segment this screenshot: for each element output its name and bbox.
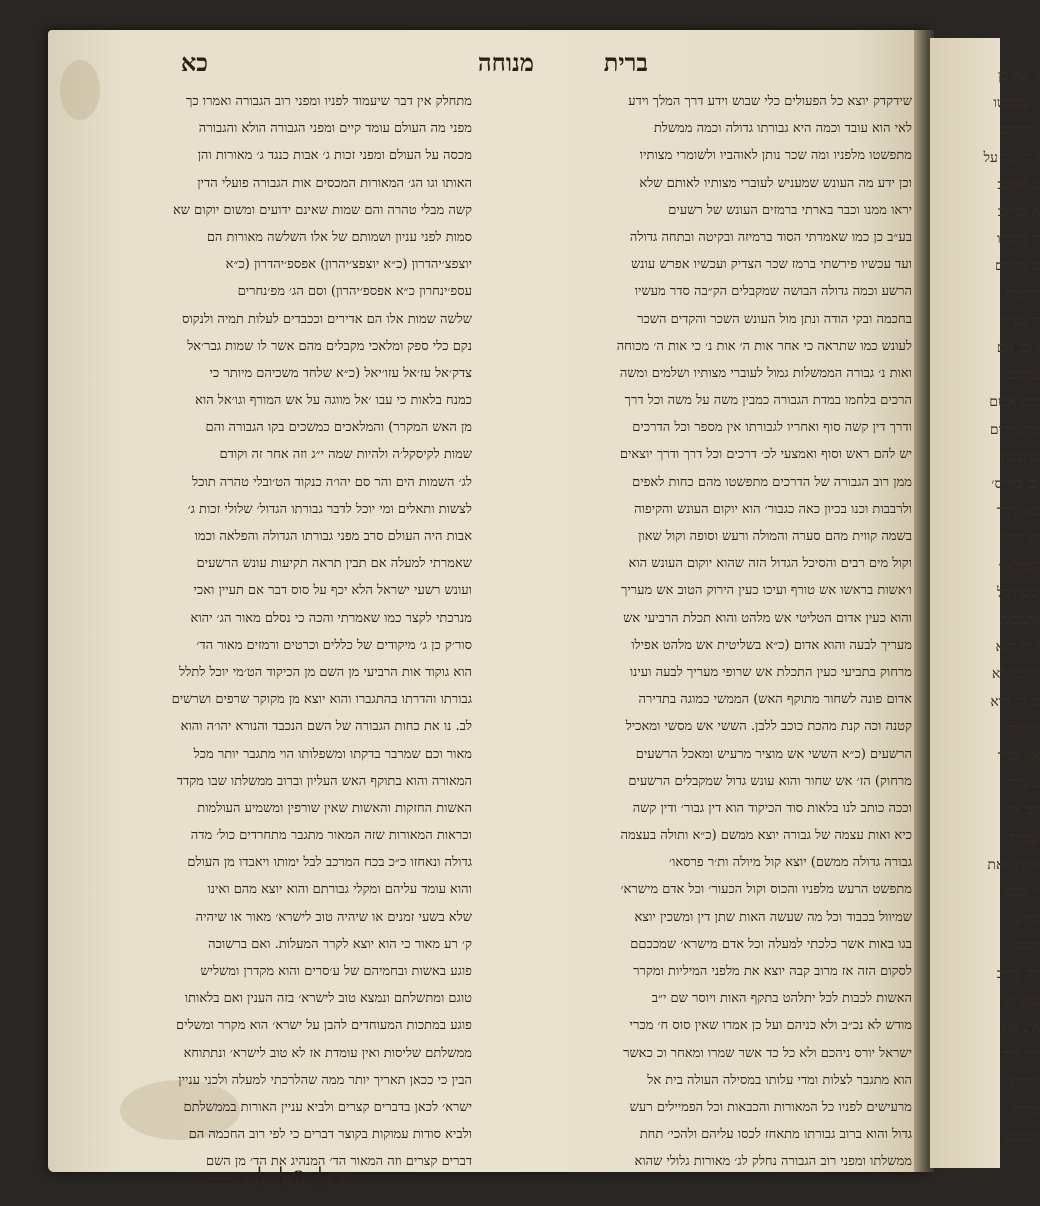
next-page-line: עשרה xyxy=(1007,775,1040,792)
text-line: ממן רוב הגבורה של הדרכים מתפשטו מהם כחות לאפים xyxy=(632,474,912,490)
text-line: בע״ב כן כמו שאמרתי הסוד ברמיזה ובקיטה ובתחה גדולה xyxy=(629,229,912,245)
next-page-line: ו זה הוא xyxy=(995,639,1040,656)
text-line: האשות לכבות לכל יתלהט בתקף האות ויוסר שם י״ב xyxy=(651,991,912,1007)
text-line: שמיוול בכבוד וכל מה שעשה האות שתן דין ומשכין יוצא xyxy=(634,909,912,925)
next-page-line: ו והמים xyxy=(999,122,1040,139)
text-line: ועד עכשיו פירשתי ברמז שכר הצדיק ועכשיו אפרש עונש xyxy=(631,257,912,273)
next-page-line: כא׳ דרך xyxy=(996,503,1040,520)
text-line: ולרבבות וכנו בכיון כאה כגבור׳ הוא יוקום העונש והקיפוה xyxy=(634,501,912,517)
text-line: בשמה קווית מהם סערה והמולה ורעש וסופה וקול שאון xyxy=(638,529,912,544)
text-line: גדול והוא ברוב גבורתו מתאחז לכסו עליהם ולהכי׳ תחת xyxy=(639,1127,912,1143)
next-page-line: תרוכת xyxy=(1005,285,1040,302)
text-line: וכראות המאורות שזה המאור מתגבר מתחרדים כול׳ מדה xyxy=(190,828,472,844)
text-line: הוא גוקוד אות הרביעי מן השם מן הכיקוד הט׳מי יוכל לתלל xyxy=(179,664,472,680)
next-page-line: שמות xyxy=(1009,829,1040,846)
text-line: מתפשט הרעש מלפניו והכוס וקול הכעור׳ וכל אדם מישרא׳ xyxy=(620,882,912,898)
text-line: מרחוק) הז׳ אש שחור והוא עונש גדול שמקבלים הרשעים xyxy=(628,773,912,789)
next-page-line: הסס xyxy=(1016,938,1040,955)
next-page-line: והכסם xyxy=(1004,1128,1040,1145)
next-page-line: י שכמשו xyxy=(993,95,1040,112)
next-page-line: ואותו ואת xyxy=(987,856,1040,873)
text-line: הבין כי ככאן תאריך יותר ממה שהלרכתי למעלה ולכני עניין xyxy=(178,1072,472,1088)
text-line: לב. נו את כחות הגבורה של השם הנכבד והנורא יהו׳ה והוא xyxy=(180,719,472,735)
next-page-line: ו וכו הם xyxy=(996,340,1040,356)
next-page-line: ואשר לא xyxy=(991,666,1040,683)
next-page-line: ואדרן xyxy=(1010,1074,1040,1091)
text-line: ולביא סודות עמוקות בקוצר דברים כי לפי רוב החכמה הם xyxy=(188,1127,472,1143)
text-line: מן האש המקרר) והמלאכים כמשכים בקו הגבורה והם xyxy=(205,420,472,436)
running-head-right: ברית xyxy=(603,48,648,77)
next-page-line: כות הג׳ xyxy=(1000,992,1040,1009)
text-line: המאורה והוא בתוקף האש העליון וברוב ממשלתו שבו מקדד xyxy=(176,773,472,789)
next-page-line: ר הסבי xyxy=(1002,884,1040,900)
text-line: שאמרתי למעלה אם תבין תראה תקיעות עונש הרשעים xyxy=(196,556,472,572)
text-line: שלא בשעי זמנים או שיהיה טוב לישרא׳ מאור או שיהיה xyxy=(195,909,472,925)
next-page-line: רב אל xyxy=(1006,802,1040,819)
text-line: לעונש כמו שתראה כי אחר אות ה׳ אות נ׳ כי אות ה׳ מכוחה xyxy=(616,338,912,354)
text-line: קטנה וכה קנת מהכת כוכב ללבן. הששי אש מסשי ומאכיל xyxy=(625,719,912,735)
text-line: ממשלתם שליסות ואין עומדת אז לא טוב לישרא׳ ונתתוחא xyxy=(183,1045,472,1061)
next-page-line: כותה xyxy=(1012,1101,1040,1118)
text-line: מתחלק אין דבר שיעמוד לפניו ומפני רוב הגבורה ואמרו כך xyxy=(185,94,472,109)
text-line: לג׳ השמות הים והר סם יהו׳ה כנקוד הט׳ובלי טהרה תוכל xyxy=(191,474,472,490)
text-line: גבורתו והדרתו בהתגברו והוא יוצא מן מקוקר שרפים ושרשים xyxy=(171,692,472,708)
text-line: והוא עומד עליהם ומקלי גבורתם והוא יוצא מהם ואינו xyxy=(207,882,472,898)
next-page-line: ב האהב xyxy=(997,176,1040,193)
text-line: ק׳ רע מאור כי הוא יוצא לקרר המעלות. ואם ברשוכה xyxy=(208,936,472,952)
text-line: וככה כותב לנו בלאות סוד הכיקוד הוא דין גבור׳ ודין קשה xyxy=(632,800,912,816)
text-line: מעריך לבעה והוא אדום (כ״א בשליטית אש מלהט אפילו xyxy=(631,637,912,653)
text-line: מפני מה העולם עומד קיים ומפני הגבורה הולא והגבורה xyxy=(198,121,472,137)
text-line: סמות לפני עניון ושמותם של אלו השלשה מאורות הם xyxy=(206,229,472,245)
text-line: והוא כעין אדום הטליטי אש מלהט והוא תכלת הרביעי אש xyxy=(623,610,912,626)
left-text-column xyxy=(100,88,472,1176)
text-line: יראו ממנו וכבר בארתי ברמזים העונש של רשעים xyxy=(668,202,912,218)
text-line: יוצפצ׳יהדרון (כ״א יוצפצ׳יהרון) אפספ׳יהדרון (כ״א xyxy=(225,257,472,273)
text-line: בגו באות אשר כלכתי למעלה וכל אדם מישרא׳ שמככםם xyxy=(630,936,912,952)
next-page-line: הינ את xyxy=(1002,1020,1040,1036)
running-head-center: מנוחה xyxy=(477,48,534,77)
text-line: מרחוק בתביעי כעין התכלת אש שרופי מעריך לבעה ועינו xyxy=(629,664,912,680)
next-page-line: ום והיא xyxy=(999,530,1040,547)
text-line: יש להם ראש וסוף ואמצעי לכ׳ דרכים וכל דרך ודרך יוצאים xyxy=(619,447,912,463)
text-line: סור׳ק כן ג׳ מיקודים של כללים וכרטים ורמזים מאור הד׳ xyxy=(196,637,472,653)
text-line: הוא מתגבר לצלות ומדי עלותו במסילה העולה בית אל xyxy=(647,1072,912,1088)
text-line: הרשעים (כ״א הששי אש מוציר מרעיש ומאכל הרשעים xyxy=(635,746,912,762)
text-line: כיא ואות עצמה של גבורה יוצא ממשם (כ״א ותולה בעצמה xyxy=(620,828,912,844)
text-line: פוגע במתכות המעוחדים להבן על ישרא׳ הוא מקרר ומשלים xyxy=(176,1018,472,1034)
text-line: לסקום הזה אז מרוב קבה יוצא את מלפני המיליות ומקרר xyxy=(633,964,912,979)
next-page-line: ם מזיוום xyxy=(995,258,1040,275)
text-line: הרכים בלחמו במדת הגבורה כמבין משה על משה וכל דרך xyxy=(624,393,912,409)
next-page-line: דה כרוב xyxy=(996,965,1040,982)
text-line: פוגע באשות ובחמיהם של ע׳סרים והוא מקדרן ומשליש xyxy=(200,964,472,979)
text-line: מרעישים לפניו כל המאורות והכבאות וכל הפמיילים רעש xyxy=(629,1099,912,1115)
text-line: וכן ידע מה העונש שמעניש לעוברי מצותיו לאותם שלא xyxy=(639,175,912,191)
next-page-line: עליכם xyxy=(1006,367,1040,384)
page-header xyxy=(80,48,970,84)
text-line: אדום פונה לשחור מתוקף האש) הממשי כמוגה בתדירה xyxy=(638,692,912,708)
next-page-edge xyxy=(930,38,1040,1168)
right-text-column xyxy=(540,88,912,1176)
next-page-line: ו הושה על xyxy=(983,149,1040,166)
text-line: לצשות ותאלים ומי יוכל לדבר גבורתו הגדול׳ שלולי זכות ג׳ xyxy=(187,501,472,517)
text-line: בחכמה ובקי הודה ונתן מול העונש השכר והקדים השכר xyxy=(637,311,912,327)
text-line: נקם כלי ספק ומלאכי מקבלים מהם אשר לו שמות גבר׳אל xyxy=(187,338,472,354)
next-page-line: ג ועל כן xyxy=(998,68,1040,84)
text-line: מודש לא נכ״ב ולא כניהם ועל כן אמרו שאין סוס ח׳ מכרי xyxy=(629,1018,912,1034)
text-line: ועונש רשעי ישראל הלא יכף על סוס דבר אם תעיין ואכי xyxy=(193,583,472,599)
text-line: שלשה שמות אלו הם אדירים וככבדים לעלות תמיה ולנקוס xyxy=(181,311,472,327)
next-page-line: אין תדר xyxy=(997,748,1040,764)
text-line: אבות היה העולם סרב מפני גבורתו הגדולה והפלאה וכמו xyxy=(194,529,472,544)
next-page-line: בו׳ובכה xyxy=(1001,448,1040,465)
text-line: טוגם ומתשלתם ונמצא טוב לישרא׳ בזה הענין ואם בלאותו xyxy=(184,991,472,1007)
text-line: לאי הוא עובד וכמה היא גבורתו גדולה וכמה ממשלת xyxy=(653,121,912,137)
next-page-line: ה כפ״ר xyxy=(1001,312,1040,329)
text-line: קשה מבלי טהרה והם שמות שאינם ידועים ומשום יוקום שא xyxy=(173,202,472,218)
text-line: מתפשטו מלפניו ומה שכר נותן לאוהביו ולשומרי מצותיו xyxy=(639,148,912,164)
text-line: כמנח בלאות כי עבו ׳אל מווגה על אש המורף וגו׳אל הוא xyxy=(195,393,472,409)
next-page-line: הגדולי xyxy=(1006,720,1040,737)
text-line: מאור וכם שמרבר בדקתו ומשפלותו הוי מתגבר יותר מכל xyxy=(193,746,472,762)
text-line: הרשע וכמה גדולה הבושה שמקבלים הק״בה סדר מעשיו xyxy=(634,284,912,300)
text-line: ישרא׳ לכאן בדברים קצרים ולביא עניין האורות בממשלתם xyxy=(183,1099,472,1115)
text-line: עספ׳ינחרון כ״א אפספ׳יהרון) וסם הג׳ מפ׳נחרים xyxy=(237,284,472,300)
page-number: כא xyxy=(180,48,208,77)
text-line: ואות נ׳ גבורה הממשלות גמול לעוברי מצותיו ושלמים ומשה xyxy=(619,365,912,381)
text-line: וקול מים רבים והסיכל הגדול הזה שהוא יוקום העונש הוא xyxy=(628,556,912,572)
next-page-line: כים אשם xyxy=(989,394,1040,411)
text-line: גבורה גדולה ממשם) יוצא קול מיולה ות׳ר פרסאו׳ xyxy=(669,855,912,871)
text-line: שמות לקיסקל׳ה ולהיות שמה י״ג וזה אחר זה וקודם xyxy=(219,447,472,463)
catchword: ו א ׀ ‏ 6 ׀ ‏ ׀ ‏ הככבד xyxy=(200,1168,352,1188)
next-page-line: ויק היה xyxy=(1001,1047,1040,1064)
text-line: ממשלתו ומפני רוב הגבורה נחלק לג׳ מאורות גלולי שהוא xyxy=(634,1154,912,1170)
text-line: דברים קצרים וזה המאור הד׳ המנהיג את הד׳ מן השם xyxy=(205,1154,472,1170)
text-line: מכסה על העולם ומפני זכות ג׳ אבות כנגד ג׳ מאורות והן xyxy=(197,148,472,164)
next-page-line: ם זה הוא xyxy=(990,693,1040,710)
text-line: האותו וגו הג׳ המאורות המכסים אות הגבורה פועלי הדין xyxy=(197,175,472,191)
text-line: ישראל יורס ניהכם ולא כל כד אשר שמרו ומאחר וכ כאשר xyxy=(623,1045,912,1061)
text-line: צדק׳אל עז׳אל עזו׳יאל (כ״א שלחד משכיהם מיותר כי xyxy=(209,365,472,381)
next-page-line: ת ומרוב xyxy=(997,204,1040,220)
next-page-line: ה נקסרו xyxy=(997,231,1040,248)
next-page-line: שסהיכל xyxy=(997,584,1040,601)
next-page-line: כותניירים xyxy=(989,421,1040,438)
text-line: האשות החזקות והאשות שאין שורפין ומשמיע העולמות xyxy=(197,800,472,816)
text-line: גדולה ונאחזו כ״כ בכח המרכב לבל ימותו ויאבדו מן העולם xyxy=(187,855,472,871)
next-page-line: ופרעי xyxy=(1010,911,1040,928)
text-line: שידקדק יוצא כל הפעולים כלי שבוש וידע דרך המלך וידע xyxy=(628,94,912,109)
text-line: ודרך דין קשה סוף ואחריו לגבורתו אין מספר וכל הדרכים xyxy=(632,420,912,436)
next-page-line: ים כוליס׳ xyxy=(991,476,1040,492)
text-line: מנרכתי לקצר כמו שאמרתי והכה כי נסלם מאור הג׳ יהוא xyxy=(190,610,472,626)
next-page-line: המולאו׳ xyxy=(998,557,1040,574)
text-line: ו׳אשות בראשו אש טורף ועיכו כעין הירוק הטוב אש מעריך xyxy=(621,583,912,599)
next-page-line: גהמכות xyxy=(1000,612,1040,628)
